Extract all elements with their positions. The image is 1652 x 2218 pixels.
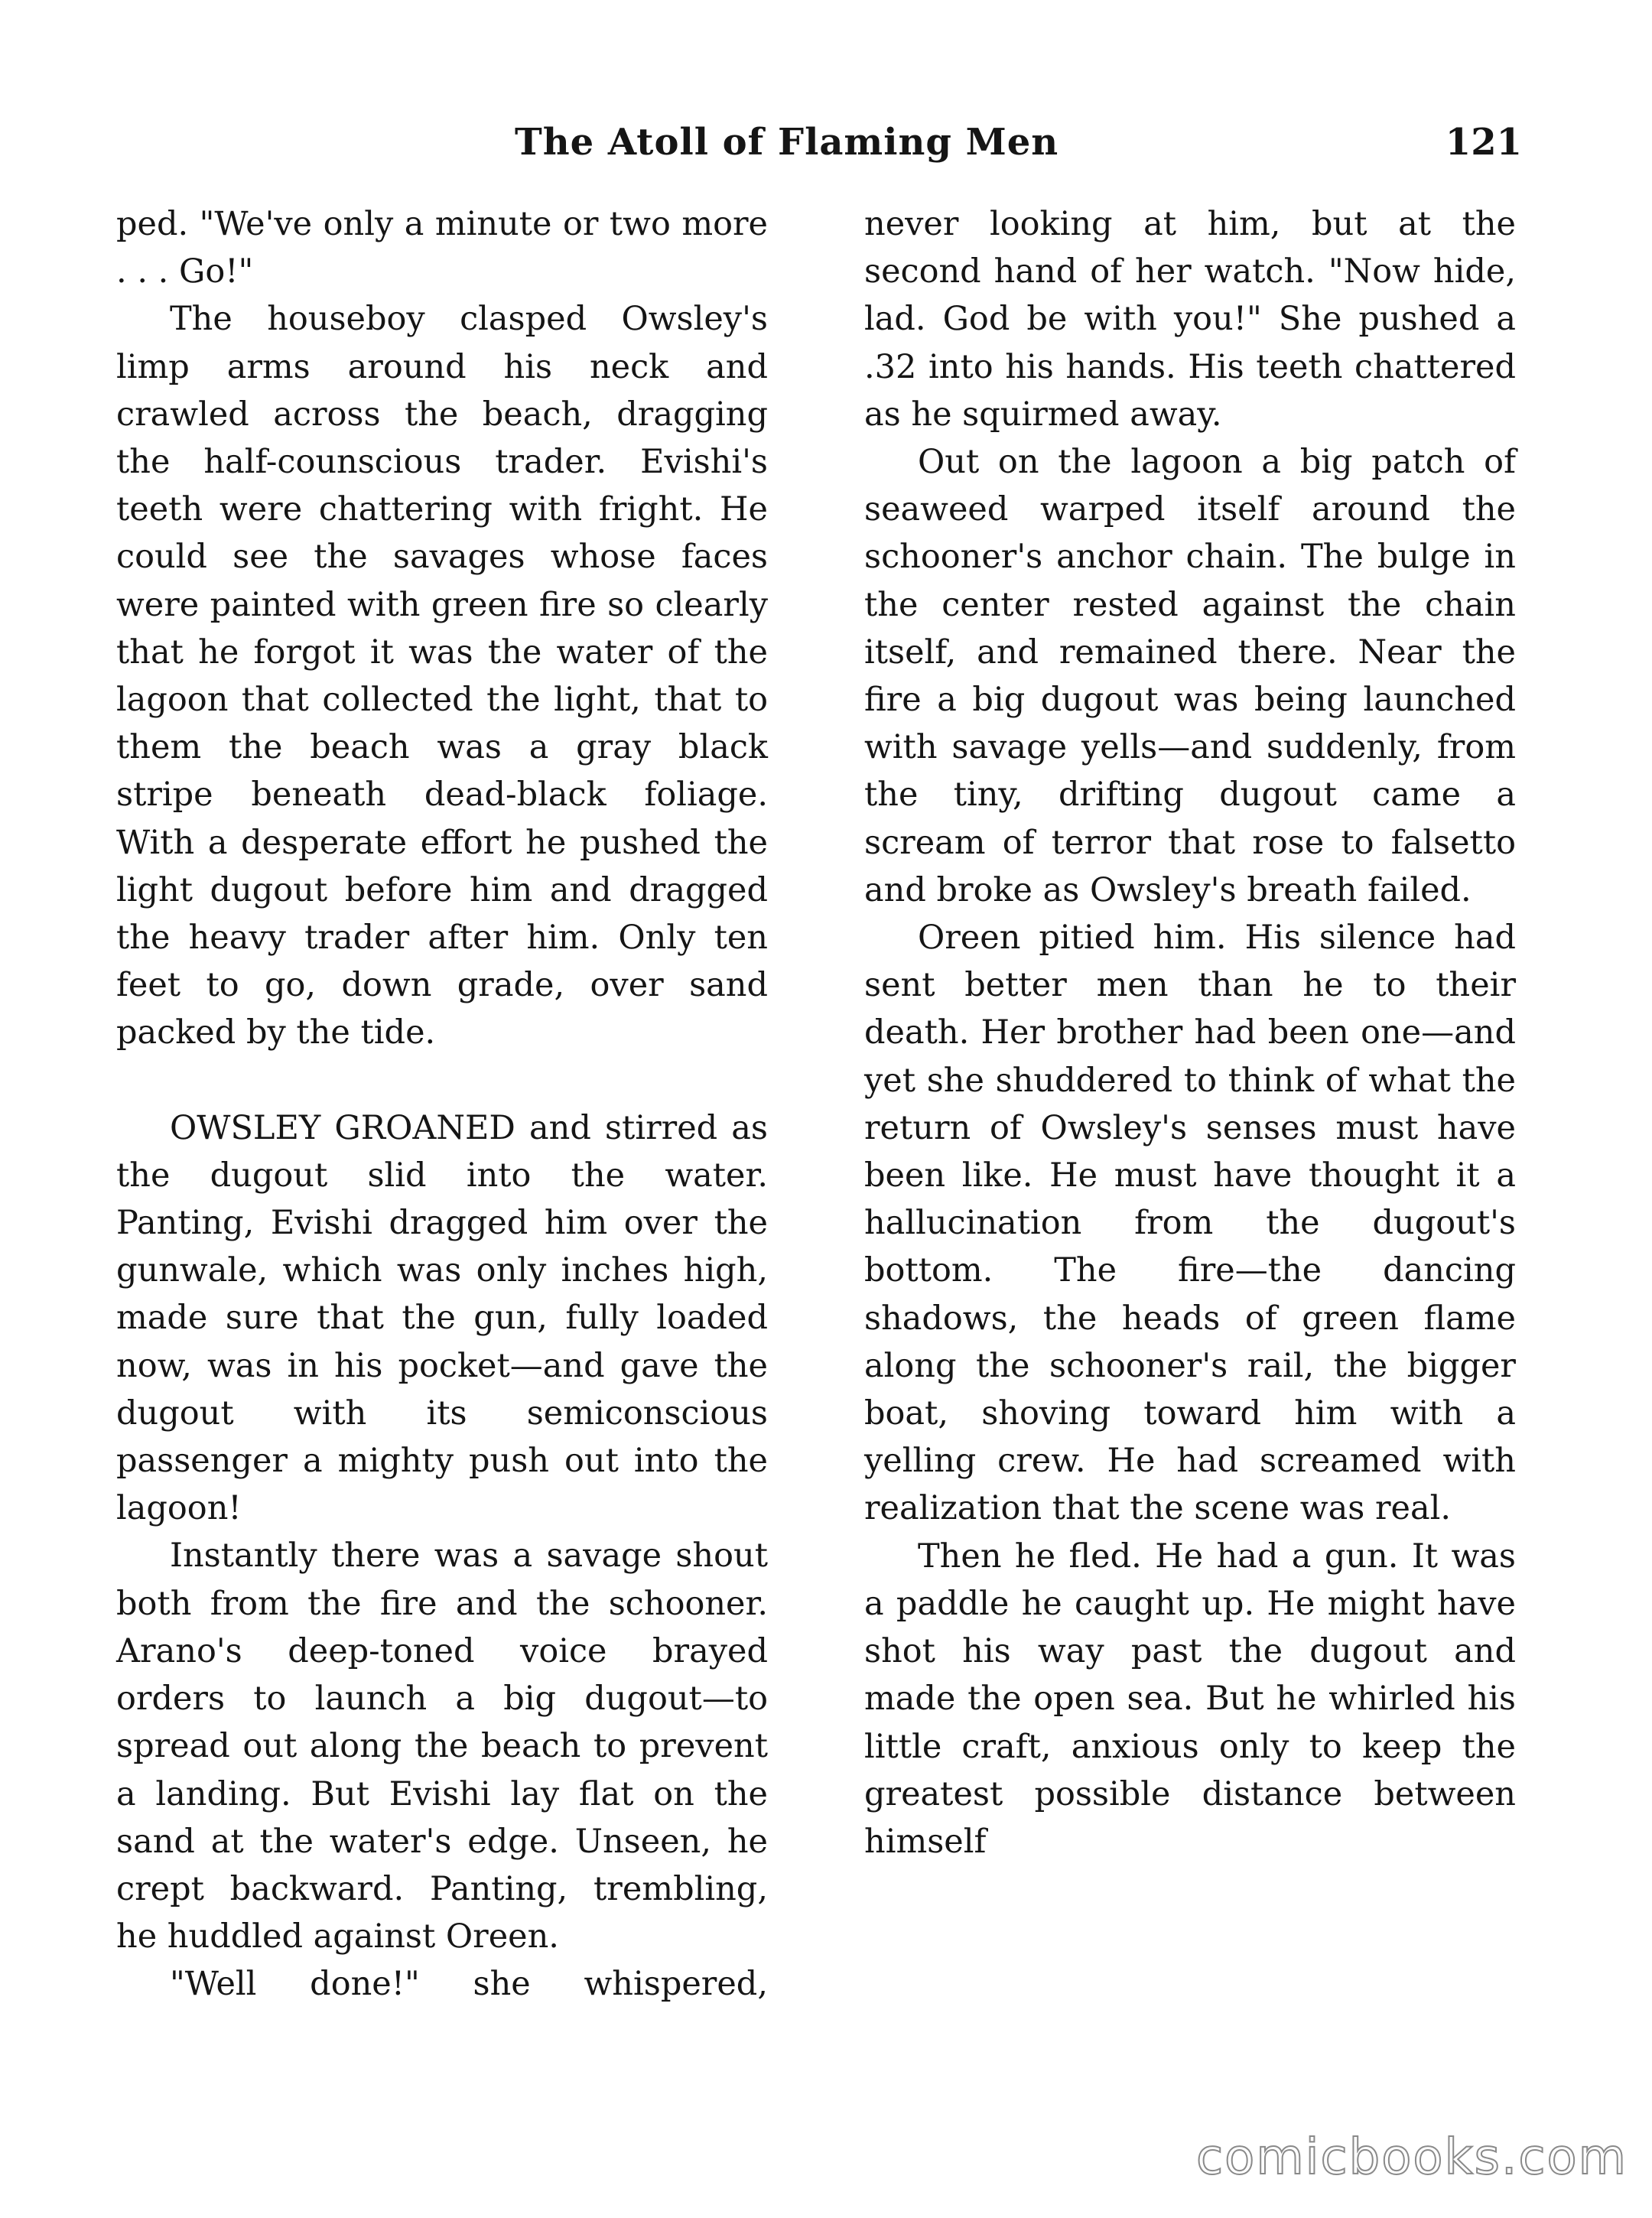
paragraph: Then he fled. He had a gun. It was a paddle he caught up. He might have shot his way past the dugout and made the open sea. But he whirled his little craft, anxious only to keep the greatest possible distance between himself	[864, 1537, 1516, 1861]
right-column	[864, 200, 1516, 1865]
paragraph: The houseboy clasped Owsley's limp arms around his neck and crawled across the beach, dragging the half-counscious trader. Evishi's teeth were chattering with fright. He could see the savages whose faces were painted with green fire so clearly that he forgot it was the water of the lagoon that collected the light, that to them the beach was a gray black stripe beneath dead-black foliage. With a desperate effort he pushed the light dugout before him and dragged the heavy trader after him. Only ten feet to go, down grade, over sand packed by the tide.	[116, 300, 768, 1052]
watermark-logo: comicbooks.com	[1195, 2129, 1628, 2186]
page-number: 121	[1445, 121, 1522, 164]
running-header	[115, 121, 1522, 182]
section-opening-paragraph: OWSLEY GROANED and stirred as the dugout slid into the water. Panting, Evishi dragged him over the gunwale, which was only inches high, made sure that the gun, fully loaded now, was in his pocket—and gave the dugout with its semiconscious passenger a mighty push out into the lagoon!	[116, 1108, 768, 1528]
paragraph: ped. "We've only a minute or two more . . . Go!"	[116, 205, 768, 291]
paragraph: Instantly there was a savage shout both from the fire and the schooner. Arano's deep-toned voice brayed orders to launch a big dugout—to spread out along the beach to prevent a landing. But Evishi lay flat on the sand at the water's edge. Unseen, he crept backward. Panting, trembling, he huddled against Oreen.	[116, 1537, 768, 1956]
paragraph: Out on the lagoon a big patch of seaweed warped itself around the schooner's anchor chain. The bulge in the center rested against the chain itself, and remained there. Near the fire a big dugout was being launched with savage yells—and suddenly, from the tiny, drifting dugout came a scream of terror that rose to falsetto and broke as Owsley's breath failed.	[864, 443, 1516, 909]
running-title: The Atoll of Flaming Men	[515, 121, 1059, 164]
paragraph: Oreen pitied him. His silence had sent better men than he to their death. Her brother had been one—and yet she shuddered to think of what the return of Owsley's senses must have been like. He must have thought it a hallucination from the dugout's bottom. The fire—the dancing shadows, the heads of green flame along the schooner's rail, the bigger boat, shoving toward him with a yelling crew. He had screamed with realization that the scene was real.	[864, 919, 1516, 1528]
paragraph: "Well done!" she whispered,	[170, 1965, 768, 2004]
paragraph: never looking at him, but at the second hand of her watch. "Now hide, lad. God be with you!" She pushed a .32 into his hands. His teeth chattered as he squirmed away.	[864, 205, 1516, 434]
left-column	[116, 200, 768, 2008]
